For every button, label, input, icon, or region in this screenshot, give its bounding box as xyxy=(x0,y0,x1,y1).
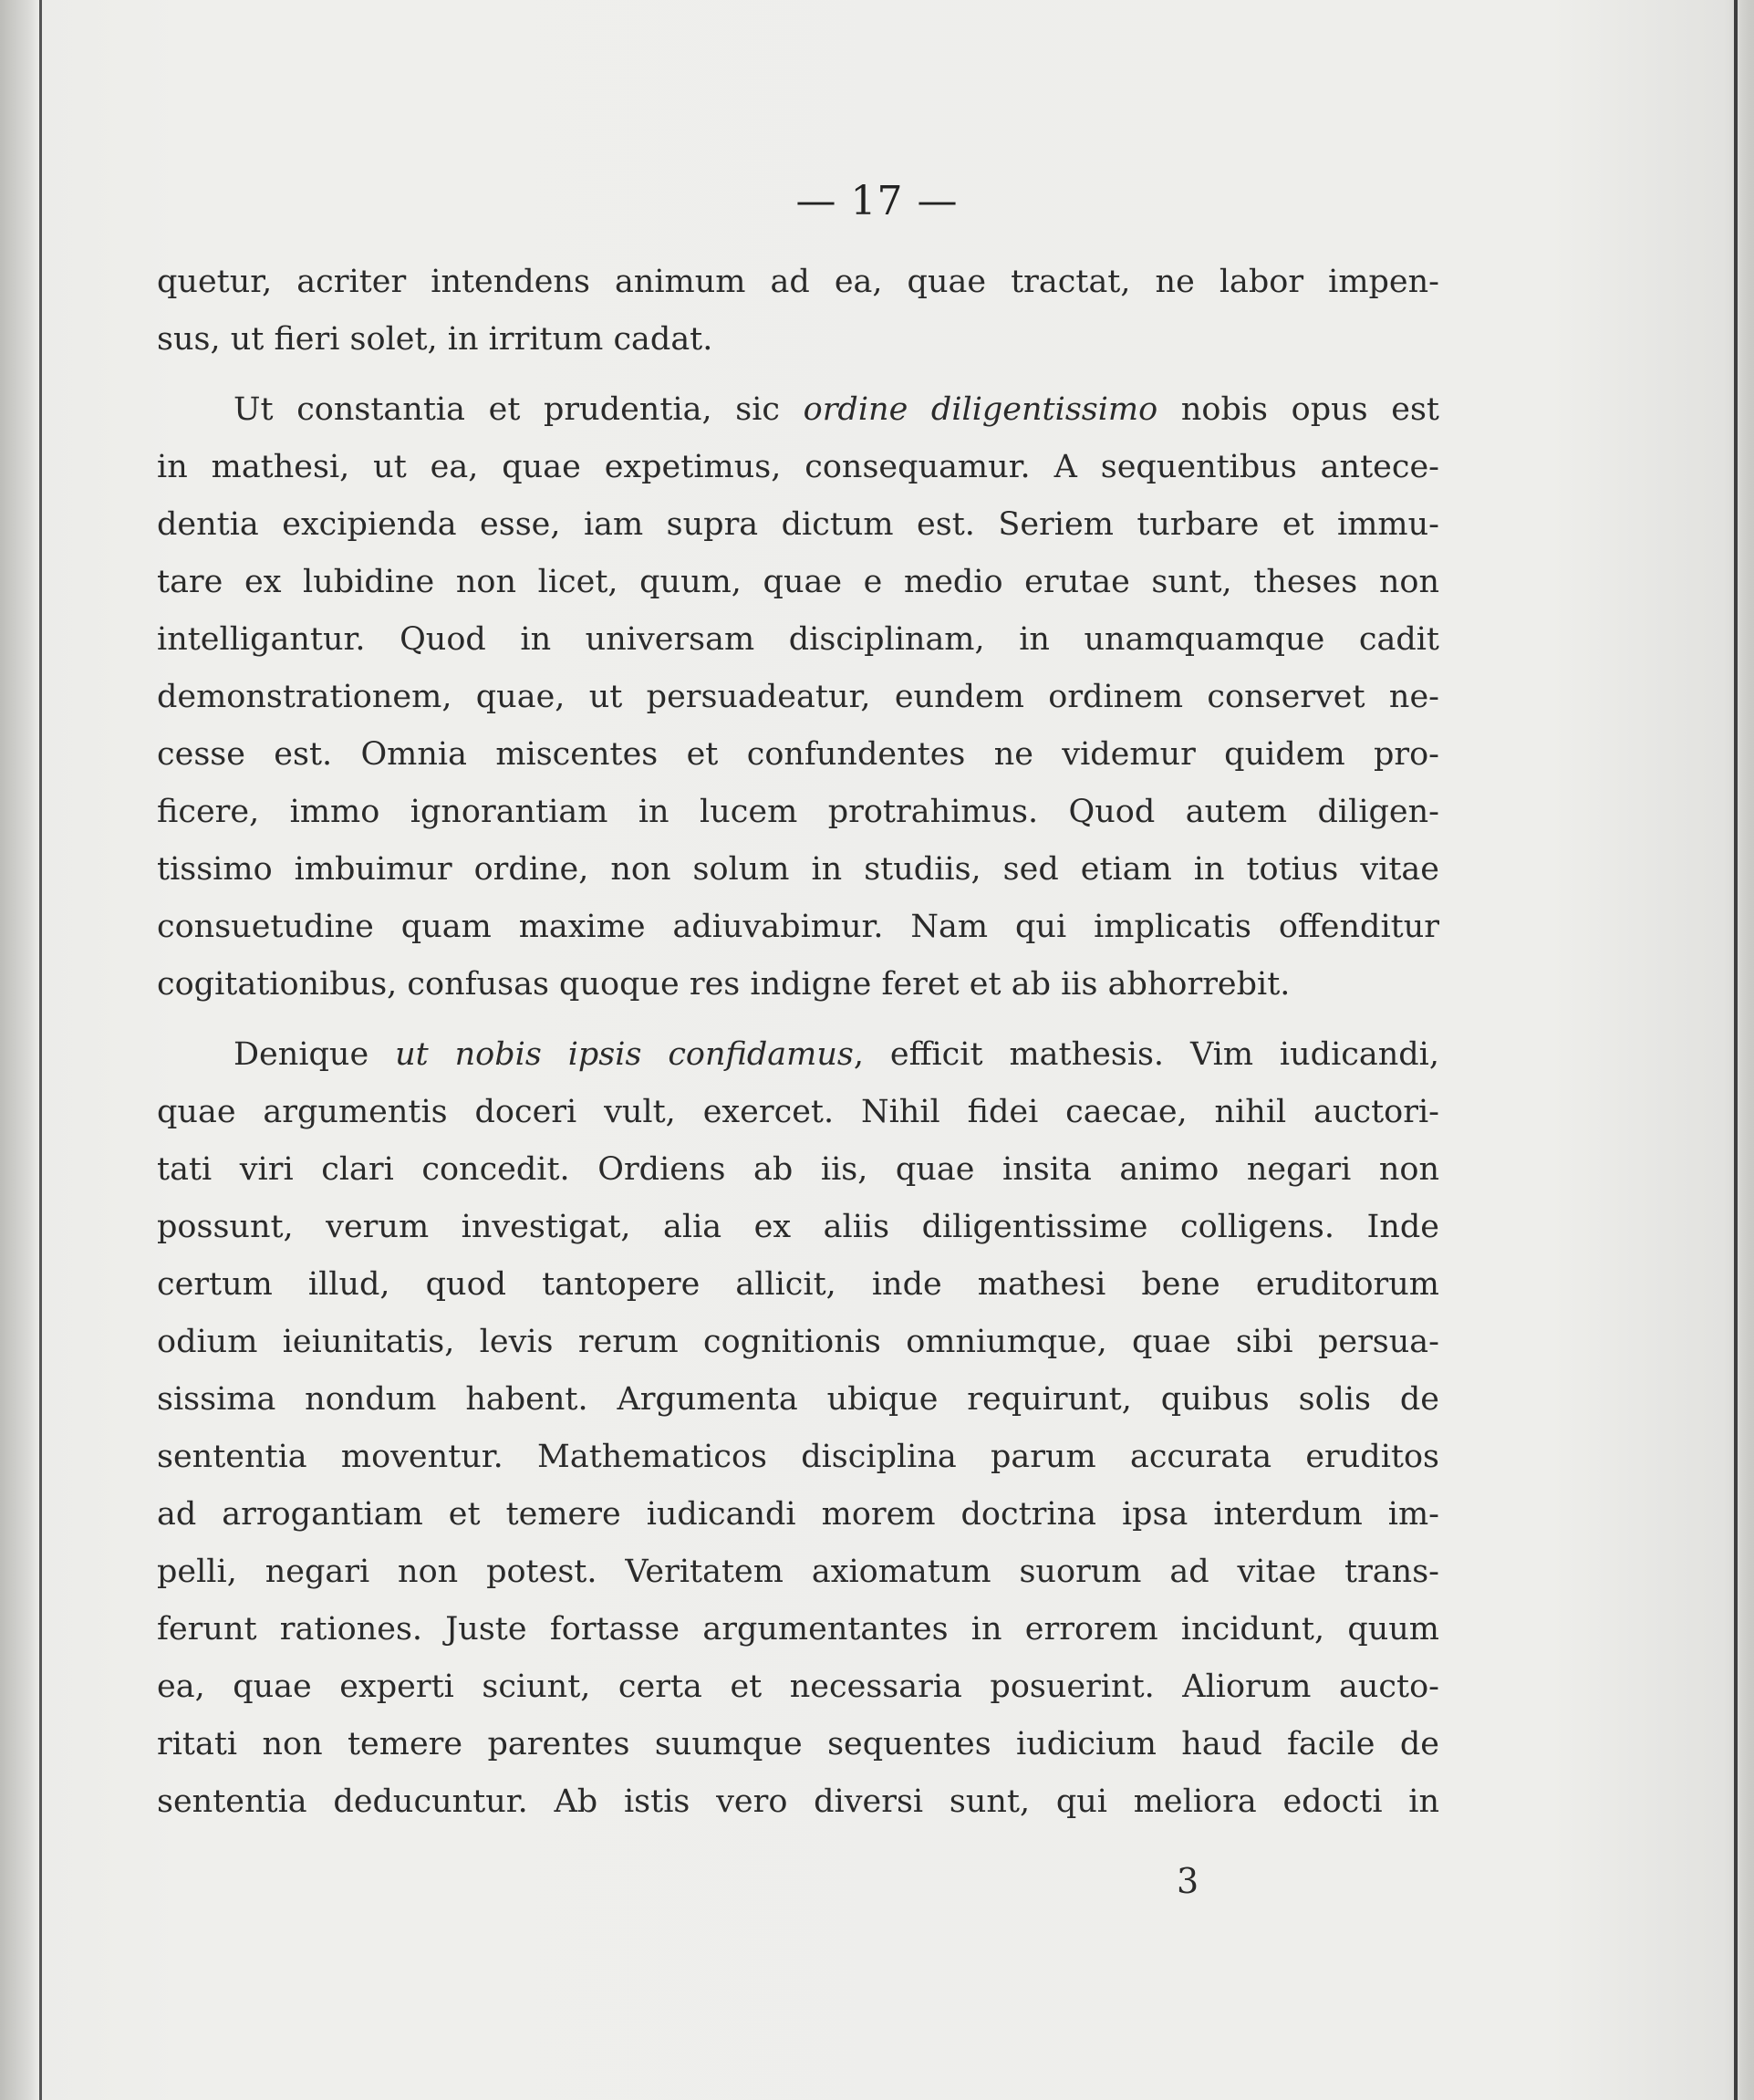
text-line: consuetudine quam maxime adiuvabimur. Nam qui implicatis offenditur xyxy=(157,909,1439,945)
text-line: ritati non temere parentes suumque sequentes iudicium haud facile de xyxy=(157,1726,1439,1762)
text-line: sus, ut fieri solet, in irritum cadat. xyxy=(157,321,713,358)
text-line: tare ex lubidine non licet, quum, quae e medio erutae sunt, theses non xyxy=(157,564,1439,600)
text-line: ficere, immo ignorantiam in lucem protrahimus. Quod autem diligen- xyxy=(157,794,1439,830)
text-line: tati viri clari concedit. Ordiens ab iis, quae insita animo negari non xyxy=(157,1151,1439,1188)
text-line: quetur, acriter intendens animum ad ea, quae tractat, ne labor impen- xyxy=(157,264,1439,300)
text-line: certum illud, quod tantopere allicit, inde mathesi bene eruditorum xyxy=(157,1266,1439,1303)
text-line: odium ieiunitatis, levis rerum cognitionis omniumque, quae sibi persua- xyxy=(157,1324,1439,1360)
text-line: demonstrationem, quae, ut persuadeatur, eundem ordinem conservet ne- xyxy=(157,679,1439,715)
text-line: intelligantur. Quod in universam disciplinam, in unamquamque cadit xyxy=(157,621,1439,658)
paragraph-3 xyxy=(157,1026,1439,1831)
signature-mark: 3 xyxy=(1177,1861,1199,1901)
text-line: possunt, verum investigat, alia ex aliis diligentissime colligens. Inde xyxy=(157,1209,1439,1245)
page-edge-right xyxy=(1734,0,1754,2100)
text-line: cesse est. Omnia miscentes et confundentes ne videmur quidem pro- xyxy=(157,736,1439,773)
text-line: tissimo imbuimur ordine, non solum in studiis, sed etiam in totius vitae xyxy=(157,851,1439,888)
italic-phrase: ordine diligentissimo xyxy=(803,391,1158,428)
text-line: pelli, negari non potest. Veritatem axiomatum suorum ad vitae trans- xyxy=(157,1554,1439,1590)
text-line: ad arrogantiam et temere iudicandi morem doctrina ipsa interdum im- xyxy=(157,1496,1439,1533)
text-line: quae argumentis doceri vult, exercet. Nihil fidei caecae, nihil auctori- xyxy=(157,1094,1439,1130)
text-line: sententia moventur. Mathematicos disciplina parum accurata eruditos xyxy=(157,1439,1439,1475)
page-number: — 17 — xyxy=(795,178,959,224)
text-line: sissima nondum habent. Argumenta ubique requirunt, quibus solis de xyxy=(157,1381,1439,1418)
text-line: dentia excipienda esse, iam supra dictum est. Seriem turbare et immu- xyxy=(157,506,1439,543)
text-line: sententia deducuntur. Ab istis vero diversi sunt, qui meliora edocti in xyxy=(157,1783,1439,1820)
text-line: in mathesi, ut ea, quae expetimus, consequamur. A sequentibus antece- xyxy=(157,449,1439,485)
text-line: ea, quae experti sciunt, certa et necessaria posuerint. Aliorum aucto- xyxy=(157,1669,1439,1705)
body-text xyxy=(157,254,1439,1831)
binding-edge-left xyxy=(0,0,42,2100)
text-line: Ut constantia et prudentia, sic ordine diligentissimo nobis opus est xyxy=(234,391,1439,428)
text-line: cogitationibus, confusas quoque res indigne feret et ab iis abhorrebit. xyxy=(157,966,1291,1003)
paragraph-1 xyxy=(157,254,1439,369)
italic-phrase: ut nobis ipsis confidamus xyxy=(395,1036,854,1073)
text-line: Denique ut nobis ipsis confidamus, efficit mathesis. Vim iudicandi, xyxy=(234,1036,1439,1073)
text-line: ferunt rationes. Juste fortasse argumentantes in errorem incidunt, quum xyxy=(157,1611,1439,1648)
paragraph-2 xyxy=(157,381,1439,1014)
